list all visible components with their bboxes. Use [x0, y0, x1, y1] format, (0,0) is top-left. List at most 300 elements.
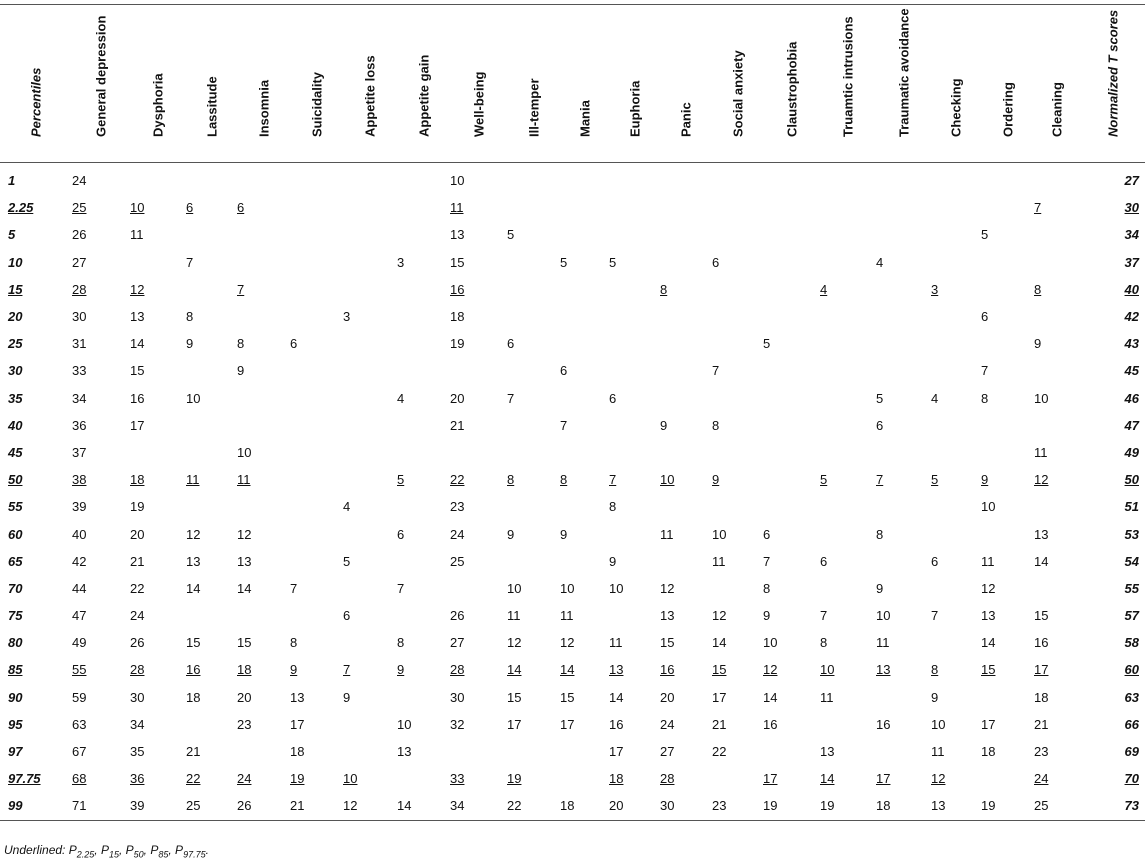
cell-value: 34: [130, 716, 145, 732]
score-cell: [1034, 357, 1080, 384]
cell-value: 18: [237, 662, 252, 678]
score-cell: [876, 629, 931, 656]
score-cell: [660, 330, 712, 357]
t-score-cell: [1080, 575, 1145, 602]
cell-value: 6: [876, 417, 884, 433]
score-cell: [237, 548, 290, 575]
column-header-label: Panic: [678, 102, 694, 137]
score-cell: [1034, 629, 1080, 656]
score-cell: [237, 765, 290, 792]
cell-value: 12: [237, 526, 252, 542]
score-cell: [290, 520, 343, 547]
score-cell: [450, 684, 507, 711]
cell-value: 6: [343, 608, 351, 624]
score-cell: [1034, 520, 1080, 547]
column-header: [130, 5, 186, 163]
cell-value: 7: [397, 580, 405, 596]
score-cell: [130, 385, 186, 412]
cell-value: 15: [237, 635, 252, 651]
cell-value: 10: [560, 580, 575, 596]
cell-value: 10: [1034, 390, 1049, 406]
percentile-cell: [0, 493, 72, 520]
score-cell: [660, 520, 712, 547]
score-cell: [931, 439, 981, 466]
cell-value: 10: [876, 608, 891, 624]
percentile-cell: [0, 412, 72, 439]
score-cell: [712, 466, 763, 493]
score-cell: [450, 792, 507, 820]
score-cell: [712, 629, 763, 656]
cell-value: 13: [186, 553, 201, 569]
score-cell: [876, 163, 931, 195]
cell-value: 50: [8, 472, 23, 488]
score-cell: [237, 520, 290, 547]
score-cell: [186, 439, 237, 466]
cell-value: 8: [237, 336, 245, 352]
score-cell: [712, 163, 763, 195]
cell-value: 80: [8, 635, 23, 651]
score-cell: [660, 765, 712, 792]
cell-value: 15: [186, 635, 201, 651]
score-cell: [186, 629, 237, 656]
score-cell: [820, 656, 876, 683]
cell-value: 10: [820, 662, 835, 678]
score-cell: [397, 194, 450, 221]
percentile-cell: [0, 602, 72, 629]
score-cell: [560, 629, 609, 656]
cell-value: 7: [763, 553, 771, 569]
score-cell: [397, 276, 450, 303]
cell-value: 6: [609, 390, 617, 406]
column-header: [931, 5, 981, 163]
cell-value: 19: [763, 798, 778, 814]
score-cell: [981, 520, 1034, 547]
cell-value: 5: [763, 336, 771, 352]
table-header: [0, 5, 1145, 163]
cell-value: 15: [1034, 608, 1049, 624]
score-cell: [343, 276, 397, 303]
cell-value: 23: [1034, 744, 1049, 760]
score-cell: [290, 575, 343, 602]
score-cell: [763, 548, 820, 575]
cell-value: 7: [560, 417, 568, 433]
cell-value: 3: [931, 281, 939, 297]
score-cell: [876, 357, 931, 384]
score-cell: [609, 194, 660, 221]
cell-value: 8: [397, 635, 405, 651]
score-cell: [609, 656, 660, 683]
score-cell: [560, 357, 609, 384]
cell-value: 40: [72, 526, 87, 542]
percentile-cell: [0, 221, 72, 248]
score-cell: [560, 656, 609, 683]
cell-value: 39: [130, 798, 145, 814]
cell-value: 60: [8, 526, 23, 542]
score-cell: [1034, 385, 1080, 412]
score-cell: [763, 711, 820, 738]
score-cell: [763, 439, 820, 466]
t-score-cell: [1080, 493, 1145, 520]
score-cell: [560, 412, 609, 439]
score-cell: [130, 575, 186, 602]
cell-value: 12: [931, 771, 946, 787]
cell-value: 10: [609, 580, 624, 596]
percentile-cell: [0, 330, 72, 357]
cell-value: 28: [130, 662, 145, 678]
cell-value: 16: [763, 716, 778, 732]
score-cell: [712, 738, 763, 765]
score-cell: [1034, 276, 1080, 303]
column-header-label: Suicidality: [309, 71, 324, 137]
cell-value: 32: [450, 716, 465, 732]
score-cell: [609, 303, 660, 330]
cell-value: 19: [130, 499, 145, 515]
cell-value: 13: [290, 689, 305, 705]
score-cell: [712, 249, 763, 276]
cell-value: 10: [8, 254, 23, 270]
score-cell: [763, 163, 820, 195]
score-cell: [130, 520, 186, 547]
table-row: [0, 221, 1145, 248]
score-cell: [130, 765, 186, 792]
score-cell: [397, 330, 450, 357]
cell-value: 10: [186, 390, 201, 406]
score-cell: [507, 575, 560, 602]
score-cell: [450, 439, 507, 466]
cell-value: 10: [763, 635, 778, 651]
cell-value: 11: [820, 689, 834, 705]
score-cell: [237, 412, 290, 439]
score-cell: [450, 575, 507, 602]
score-cell: [931, 221, 981, 248]
score-cell: [450, 194, 507, 221]
cell-value: 57: [1124, 608, 1139, 624]
table-row: [0, 330, 1145, 357]
score-cell: [763, 520, 820, 547]
cell-value: 35: [8, 390, 23, 406]
cell-value: 11: [981, 553, 995, 569]
score-cell: [1034, 303, 1080, 330]
table-row: [0, 303, 1145, 330]
score-cell: [343, 439, 397, 466]
score-cell: [763, 493, 820, 520]
cell-value: 25: [72, 200, 87, 216]
cell-value: 53: [1124, 526, 1139, 542]
score-cell: [763, 738, 820, 765]
score-cell: [450, 520, 507, 547]
cell-value: 18: [186, 689, 201, 705]
score-cell: [507, 249, 560, 276]
score-cell: [712, 520, 763, 547]
score-cell: [72, 684, 130, 711]
percentile-cell: [0, 520, 72, 547]
score-cell: [343, 221, 397, 248]
cell-value: 4: [397, 390, 405, 406]
score-cell: [1034, 656, 1080, 683]
cell-value: 8: [609, 499, 617, 515]
footnote-percentile: P: [68, 843, 77, 857]
table-row: [0, 385, 1145, 412]
score-cell: [876, 412, 931, 439]
score-cell: [981, 439, 1034, 466]
cell-value: 27: [450, 635, 465, 651]
table-row: [0, 711, 1145, 738]
score-cell: [290, 602, 343, 629]
cell-value: 10: [712, 526, 727, 542]
score-cell: [397, 221, 450, 248]
score-cell: [507, 412, 560, 439]
table-row: [0, 493, 1145, 520]
cell-value: 12: [560, 635, 575, 651]
score-cell: [712, 792, 763, 820]
cell-value: 16: [876, 716, 891, 732]
cell-value: 17: [981, 716, 996, 732]
cell-value: 9: [1034, 336, 1042, 352]
score-cell: [660, 194, 712, 221]
footnote-items: [68, 843, 209, 860]
score-cell: [507, 276, 560, 303]
score-cell: [130, 466, 186, 493]
column-header: [876, 5, 931, 163]
score-cell: [397, 439, 450, 466]
cell-value: 75: [8, 608, 23, 624]
cell-value: 8: [981, 390, 989, 406]
score-cell: [763, 765, 820, 792]
column-header: [981, 5, 1034, 163]
score-cell: [609, 602, 660, 629]
cell-value: 8: [763, 580, 771, 596]
cell-value: 39: [72, 499, 87, 515]
score-cell: [763, 357, 820, 384]
cell-value: 20: [450, 390, 465, 406]
score-cell: [130, 249, 186, 276]
score-cell: [290, 330, 343, 357]
cell-value: 7: [237, 281, 245, 297]
column-header-label: Truamtic intrusions: [840, 16, 856, 137]
score-cell: [763, 303, 820, 330]
table-row: [0, 792, 1145, 820]
cell-value: 13: [981, 608, 996, 624]
cell-value: 14: [1034, 553, 1049, 569]
cell-value: 17: [712, 689, 727, 705]
score-cell: [712, 439, 763, 466]
column-header-label: Checking: [948, 78, 964, 137]
score-cell: [609, 493, 660, 520]
cell-value: 2.25: [8, 200, 34, 216]
cell-value: 97.75: [8, 771, 41, 787]
t-score-cell: [1080, 330, 1145, 357]
score-cell: [237, 276, 290, 303]
score-cell: [609, 163, 660, 195]
score-cell: [876, 575, 931, 602]
score-cell: [186, 330, 237, 357]
cell-value: 9: [290, 662, 298, 678]
column-header: [72, 5, 130, 163]
cell-value: 55: [8, 499, 23, 515]
score-cell: [609, 439, 660, 466]
cell-value: 4: [820, 281, 828, 297]
score-cell: [343, 520, 397, 547]
cell-value: 12: [981, 580, 996, 596]
score-cell: [981, 493, 1034, 520]
cell-value: 8: [931, 662, 939, 678]
score-cell: [609, 466, 660, 493]
score-cell: [290, 412, 343, 439]
score-cell: [820, 276, 876, 303]
score-cell: [130, 412, 186, 439]
cell-value: 27: [660, 744, 675, 760]
score-cell: [343, 792, 397, 820]
cell-value: 17: [1034, 662, 1049, 678]
score-cell: [876, 385, 931, 412]
score-cell: [397, 792, 450, 820]
cell-value: 13: [876, 662, 891, 678]
score-cell: [820, 548, 876, 575]
cell-value: 16: [609, 716, 624, 732]
cell-value: 7: [507, 390, 515, 406]
cell-value: 30: [130, 689, 145, 705]
cell-value: 24: [1034, 771, 1049, 787]
score-cell: [1034, 684, 1080, 711]
score-cell: [343, 194, 397, 221]
cell-value: 6: [290, 336, 298, 352]
score-cell: [507, 357, 560, 384]
score-cell: [450, 357, 507, 384]
column-header: [712, 5, 763, 163]
column-header: [1034, 5, 1080, 163]
score-cell: [560, 303, 609, 330]
score-cell: [507, 792, 560, 820]
cell-value: 14: [130, 336, 145, 352]
score-cell: [1034, 249, 1080, 276]
score-cell: [290, 656, 343, 683]
table-row: [0, 439, 1145, 466]
cell-value: 9: [931, 689, 939, 705]
score-cell: [1034, 330, 1080, 357]
column-header-label: Appetite loss: [362, 55, 378, 137]
score-cell: [290, 439, 343, 466]
score-cell: [186, 466, 237, 493]
score-cell: [820, 711, 876, 738]
score-cell: [72, 194, 130, 221]
cell-value: 6: [820, 553, 828, 569]
t-score-cell: [1080, 303, 1145, 330]
score-cell: [981, 765, 1034, 792]
score-cell: [397, 249, 450, 276]
cell-value: 31: [72, 336, 87, 352]
score-cell: [876, 466, 931, 493]
t-score-cell: [1080, 439, 1145, 466]
score-cell: [290, 466, 343, 493]
footnote-percentile: P: [125, 843, 134, 857]
score-cell: [981, 303, 1034, 330]
score-cell: [1034, 792, 1080, 820]
cell-value: 7: [820, 608, 828, 624]
score-cell: [712, 575, 763, 602]
score-cell: [450, 493, 507, 520]
score-cell: [931, 656, 981, 683]
cell-value: 35: [130, 744, 145, 760]
cell-value: 5: [343, 553, 351, 569]
score-cell: [931, 548, 981, 575]
cell-value: 17: [290, 716, 305, 732]
score-cell: [72, 656, 130, 683]
column-header-label: Cleaning: [1049, 82, 1065, 137]
score-cell: [343, 684, 397, 711]
score-cell: [820, 684, 876, 711]
cell-value: 25: [8, 336, 23, 352]
cell-value: 13: [237, 553, 252, 569]
score-cell: [507, 163, 560, 195]
score-cell: [1034, 711, 1080, 738]
cell-value: 3: [397, 254, 405, 270]
score-cell: [397, 711, 450, 738]
score-cell: [397, 303, 450, 330]
cell-value: 11: [237, 472, 251, 488]
score-cell: [560, 439, 609, 466]
score-cell: [712, 765, 763, 792]
column-header-label: Traumatic avoidance: [896, 8, 911, 137]
score-cell: [876, 656, 931, 683]
score-cell: [72, 602, 130, 629]
cell-value: 5: [876, 390, 884, 406]
score-cell: [560, 466, 609, 493]
cell-value: 24: [130, 608, 145, 624]
score-cell: [237, 439, 290, 466]
cell-value: 12: [343, 798, 358, 814]
score-cell: [72, 357, 130, 384]
column-header: [450, 5, 507, 163]
cell-value: 33: [72, 363, 87, 379]
cell-value: 28: [450, 662, 465, 678]
score-cell: [820, 385, 876, 412]
score-cell: [186, 493, 237, 520]
cell-value: 26: [72, 227, 87, 243]
cell-value: 8: [712, 417, 720, 433]
footnote-percentile: P: [100, 843, 109, 857]
score-cell: [290, 711, 343, 738]
score-cell: [237, 357, 290, 384]
cell-value: 10: [130, 200, 145, 216]
cell-value: 5: [931, 472, 939, 488]
score-cell: [507, 548, 560, 575]
score-cell: [1034, 493, 1080, 520]
score-cell: [237, 656, 290, 683]
cell-value: 21: [1034, 716, 1049, 732]
score-cell: [397, 548, 450, 575]
score-cell: [72, 711, 130, 738]
cell-value: 26: [130, 635, 145, 651]
score-cell: [560, 684, 609, 711]
column-header: [507, 5, 560, 163]
score-cell: [290, 493, 343, 520]
footnote-subscript: 85: [158, 849, 169, 860]
score-cell: [130, 792, 186, 820]
score-cell: [130, 439, 186, 466]
cell-value: 49: [1124, 444, 1139, 460]
score-cell: [130, 330, 186, 357]
cell-value: 23: [450, 499, 465, 515]
cell-value: 7: [343, 662, 351, 678]
cell-value: 13: [1034, 526, 1049, 542]
cell-value: 13: [450, 227, 465, 243]
score-cell: [237, 330, 290, 357]
score-cell: [397, 357, 450, 384]
score-cell: [712, 276, 763, 303]
cell-value: 18: [290, 744, 305, 760]
table-row: [0, 520, 1145, 547]
cell-value: 5: [560, 254, 568, 270]
